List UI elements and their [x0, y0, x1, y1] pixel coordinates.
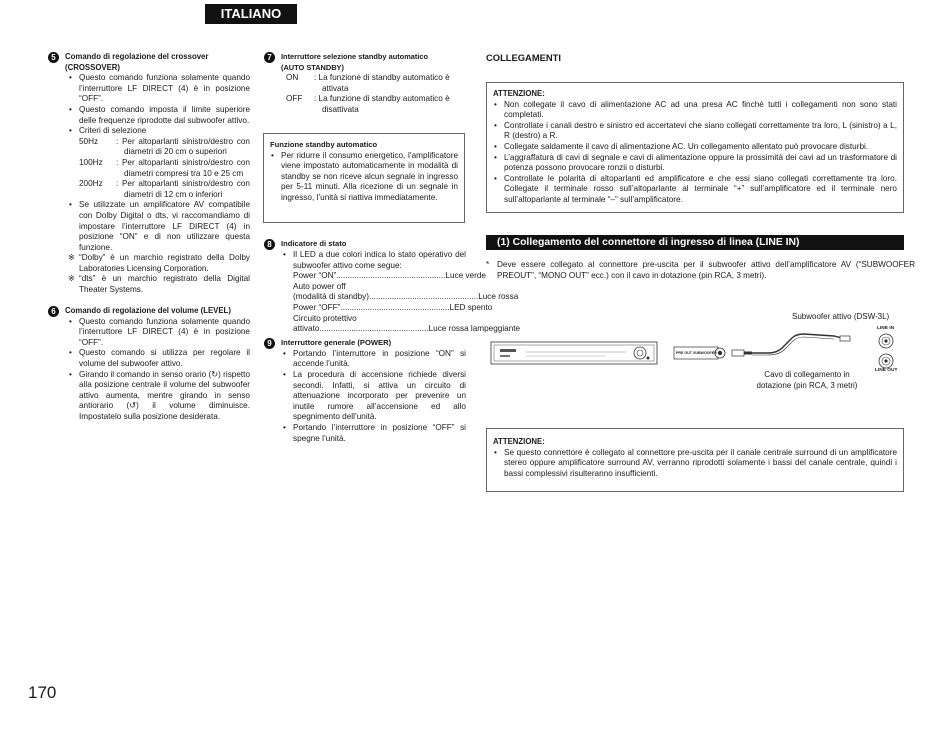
- cable-label-line: Cavo di collegamento in: [764, 370, 850, 379]
- criteria-row: [79, 179, 250, 200]
- section-number-7: 7: [264, 52, 275, 63]
- attention-item: • Controllate le polarità di altoparlanti ed amplificatore e che essi siano collegati correttamente tra loro. Collegate il terminale rosso sull’altoparlante al terminale “+” sull’amplificatore ed il terminale nero sull’altoparlante al terminale “–” sull’amplificatore.: [493, 174, 897, 206]
- note-text: Deve essere collegato al connettore pre-uscita per il subwoofer attivo dell’amplificatore AV (“SUBWOOFER PREOUT”, “MONO OUT” ecc.) con il cavo in dotazione (pin RCA, 3 metri).: [497, 260, 915, 280]
- amplifier-illustration: [491, 342, 657, 364]
- section-number-5: 5: [48, 52, 59, 63]
- criteria-row: [79, 158, 250, 179]
- page-number: 170: [28, 683, 57, 702]
- line-in-label: LINE IN: [877, 326, 895, 331]
- middle-column-lower: [264, 239, 521, 444]
- attention-item: • Se questo connettore è collegato al connettore pre-uscita per il canale centrale surround di un amplificatore stereo oppure amplificatore surround AV, verranno riprodotti solamente i bassi del canale centrale, quindi i bassi complessivi risulteranno insufficienti.: [493, 448, 897, 480]
- note-mark: *: [486, 260, 490, 269]
- status-row: Auto power off: [293, 281, 346, 291]
- criteria-key: 200Hz: [79, 179, 103, 189]
- trademark-note: [68, 274, 250, 295]
- section-5-header: [48, 52, 250, 73]
- section-7-title: Interruttore selezione standby automatico: [281, 52, 429, 61]
- section-6-header: [48, 306, 250, 317]
- criteria-value: : Per altoparlanti sinistro/destro con diametri compresi tra 10 e 25 cm: [116, 157, 250, 178]
- attention-item: • L’aggraffatura di cavi di segnale e cavi di alimentazione oppure la prossimità dei cavi ad un trasformatore di potenza possono provocare ronzii o disturbi.: [493, 153, 897, 174]
- section-6-list: [68, 317, 250, 423]
- section-9-header: [264, 338, 466, 349]
- section-9-title: Interruttore generale (POWER): [281, 337, 392, 347]
- standby-function-box: [263, 133, 465, 223]
- section-5-list: [68, 73, 250, 137]
- cable-label-line: dotazione (pin RCA, 3 metri): [756, 380, 858, 390]
- section-banner-line-in: (1) Collegamento del connettore di ingresso di linea (LINE IN): [486, 235, 904, 250]
- section-8-title: Indicatore di stato: [281, 239, 347, 248]
- criteria-key: 100Hz: [79, 157, 103, 167]
- middle-column: [264, 52, 466, 116]
- note-mark: ※: [68, 274, 75, 284]
- section-5-bullet: • Questo comando imposta il limite superiore delle frequenze riprodotte dal subwoofer attivo.: [68, 105, 250, 126]
- line-out-label: LINE OUT: [875, 368, 898, 373]
- status-row: Power “ON” ................................................ Luce verde: [293, 271, 486, 281]
- option-row: [286, 94, 466, 115]
- option-key: OFF: [286, 94, 303, 104]
- note-text: “dts” è un marchio registrato della Digital Theater Systems.: [79, 274, 250, 295]
- section-8-bullet: • Il LED a due colori indica lo stato operativo del subwoofer attivo come segue:: [282, 250, 466, 271]
- standby-box-title: Funzione standby automatico: [270, 140, 378, 149]
- status-key: Power “OFF”: [293, 302, 341, 312]
- section-number-8: 8: [264, 239, 275, 250]
- status-value: LED spento: [449, 302, 493, 312]
- status-value: Luce rossa: [478, 292, 519, 302]
- left-column: [48, 52, 250, 423]
- status-row: Power “OFF” ................................................ LED spento: [293, 302, 493, 312]
- section-number-9: 9: [264, 338, 275, 349]
- collegamenti-heading: COLLEGAMENTI: [486, 52, 561, 63]
- section-5-subtitle: (CROSSOVER): [65, 62, 121, 72]
- status-row: Circuito protettivo: [293, 313, 357, 323]
- status-table: [293, 271, 521, 335]
- status-key: Power “ON”: [293, 271, 337, 281]
- status-row: attivato ................................................ Luce rossa lampeggiante: [293, 324, 521, 334]
- section-8-header: [264, 239, 466, 250]
- attention-title: ATTENZIONE:: [493, 437, 545, 446]
- section-6-bullet: • Questo comando si utilizza per regolare il volume del subwoofer attivo.: [68, 348, 250, 369]
- status-value: Luce verde: [445, 271, 486, 281]
- criteria-value: : Per altoparlanti sinistro/destro con diametri di 12 cm o inferiori: [116, 179, 250, 199]
- section-6-title: Comando di regolazione del volume (LEVEL): [65, 305, 231, 315]
- attention-item: • Controllate i canali destro e sinistro ed accertatevi che siano collegati correttamente tra loro, L (sinistro) a L, R (destro) a R.: [493, 121, 897, 142]
- note-text: “Dolby” è un marchio registrato della Dolby Laboratories Licensing Corporation.: [79, 253, 250, 273]
- auto-standby-options: [286, 73, 466, 115]
- section-9-bullet: • Portando l’interruttore in posizione “OFF” si spegne l’unità.: [282, 423, 466, 444]
- attention-box-2: [486, 428, 904, 492]
- attention-box-1: [486, 82, 904, 213]
- attention-list: [493, 100, 897, 206]
- pre-out-label: PRE OUT SUBWOOFER: [676, 351, 717, 355]
- language-tab: ITALIANO: [205, 4, 297, 24]
- rca-cable: [752, 334, 842, 353]
- option-value: : La funzione di standby automatico è disattivata: [314, 94, 450, 114]
- subwoofer-label: Subwoofer attivo (DSW-3L): [792, 312, 890, 321]
- criteria-value: : Per altoparlanti sinistro/destro con diametri di 20 cm o superiori: [116, 136, 250, 157]
- line-in-note: [486, 260, 915, 281]
- option-value: : La funzione di standby automatico è attivata: [314, 73, 450, 93]
- attention-list: [493, 448, 897, 480]
- section-5-list-2: [68, 200, 250, 253]
- section-5-bullet: • Questo comando funziona solamente quando l’interruttore LF DIRECT (4) è in posizione “OFF”.: [68, 73, 250, 105]
- section-7-header: [264, 52, 466, 73]
- option-row: [286, 73, 466, 94]
- cable-label: [752, 370, 862, 391]
- status-row: (modalità di standby) ................................................ Luce rossa: [293, 292, 519, 302]
- criteria-key: 50Hz: [79, 136, 99, 146]
- status-key: (modalità di standby): [293, 292, 369, 302]
- section-5-bullet: • Criteri di selezione: [68, 126, 250, 137]
- attention-item: • Collegate saldamente il cavo di alimentazione AC. Un collegamento allentato può provocare disturbi.: [493, 142, 897, 153]
- option-key: ON: [286, 73, 299, 83]
- criteria-row: [79, 137, 250, 158]
- section-9-list: [282, 349, 466, 444]
- trademark-note: [68, 253, 250, 274]
- criteria-list: [79, 137, 250, 201]
- attention-item: • Non collegate il cavo di alimentazione AC ad una presa AC finché tutti i collegamenti non sono stati completati.: [493, 100, 897, 121]
- section-9-bullet: • Portando l’interruttore in posizione “ON” si accende l’unità.: [282, 349, 466, 370]
- attention-title: ATTENZIONE:: [493, 89, 545, 98]
- standby-box-text: • Per ridurre il consumo energetico, l’amplificatore viene impostato automaticamente in modalità di standby se non riceve alcun segnale in ingresso per 5-11 minuti. Alla ricezione di un segnale in ingresso, l’unità si riattiva immediatamente.: [270, 151, 458, 204]
- section-7-subtitle: (AUTO STANDBY): [281, 62, 344, 72]
- subwoofer-panel: [879, 334, 893, 368]
- section-number-6: 6: [48, 306, 59, 317]
- status-key: attivato: [293, 324, 320, 334]
- status-value: Luce rossa lampeggiante: [428, 324, 521, 334]
- section-6-bullet: • Girando il comando in senso orario (↻) rispetto alla posizione centrale il volume del subwoofer attivo aumenta, mentre girando in senso antiorario (↺) il volume diminuisce. Impostatelo sulla posizione desiderata.: [68, 370, 250, 423]
- section-5-title: Comando di regolazione del crossover: [65, 52, 209, 61]
- section-8-list: [282, 250, 466, 271]
- section-9-bullet: • La procedura di accensione richiede diversi secondi. Infatti, si attiva un circuito di attenuazione incorporato per prevenire un inutile rumore all’accensione ed allo spegnimento dell’unità.: [282, 370, 466, 423]
- section-6-bullet: • Questo comando funziona solamente quando l’interruttore LF DIRECT (4) è in posizione “OFF”.: [68, 317, 250, 349]
- section-5-bullet: • Se utilizzate un amplificatore AV compatibile con Dolby Digital o dts, vi raccomandiamo di impostare l’interruttore LF DIRECT (4) in posizione “ON” e di non utilizzare questa funzione.: [68, 200, 250, 253]
- note-mark: ※: [68, 253, 75, 263]
